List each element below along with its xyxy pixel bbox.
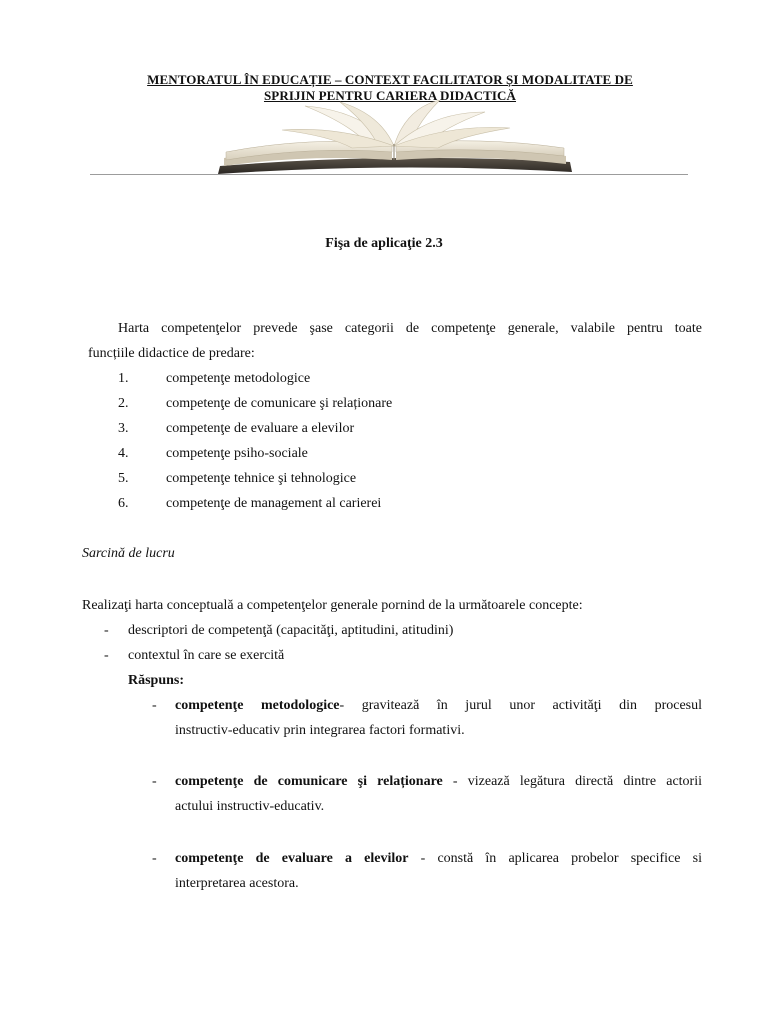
answer-item-line-1 bbox=[175, 697, 702, 715]
header-divider bbox=[90, 174, 688, 175]
bullet-dash: - bbox=[104, 623, 109, 638]
answer-item-line-1 bbox=[175, 773, 702, 791]
bullet-text: descriptori de competenţă (capacităţi, aptitudini, atitudini) bbox=[128, 623, 454, 638]
list-item-number: 4. bbox=[118, 446, 129, 461]
answer-item-line-1 bbox=[175, 850, 702, 868]
answer-item-line-2: actului instructiv-educativ. bbox=[175, 799, 325, 814]
answer-term: competenţe metodologice bbox=[175, 698, 340, 713]
header-title-line-2: SPRIJIN PENTRU CARIERA DIDACTICĂ bbox=[263, 88, 517, 103]
answer-text: - constă în aplicarea probelor specifice si bbox=[408, 851, 702, 866]
list-item-number: 1. bbox=[118, 371, 129, 386]
answer-item-line-2: interpretarea acestora. bbox=[175, 876, 299, 891]
answer-dash: - bbox=[152, 698, 157, 713]
answer-term: competenţe de comunicare şi relaționare bbox=[175, 774, 443, 789]
list-item-number: 6. bbox=[118, 496, 129, 511]
bullet-dash: - bbox=[104, 648, 109, 663]
sheet-title: Fişa de aplicaţie 2.3 bbox=[325, 236, 443, 251]
list-item-label: competenţe metodologice bbox=[166, 371, 311, 386]
list-item-label: competenţe tehnice şi tehnologice bbox=[166, 471, 357, 486]
open-book-illustration bbox=[210, 100, 580, 176]
task-heading: Sarcină de lucru bbox=[82, 546, 175, 561]
header-title-line-1: MENTORATUL ÎN EDUCAȚIE – CONTEXT FACILITATOR ȘI MODALITATE DE bbox=[147, 72, 633, 87]
answer-item-line-2: instructiv-educativ prin integrarea factori formativi. bbox=[175, 723, 465, 738]
answer-term: competenţe de evaluare a elevilor bbox=[175, 851, 409, 866]
list-item-number: 5. bbox=[118, 471, 129, 486]
answer-dash: - bbox=[152, 851, 157, 866]
answer-heading: Răspuns: bbox=[128, 673, 185, 688]
list-item-number: 3. bbox=[118, 421, 129, 436]
intro-line-1: Harta competenţelor prevede şase categorii de competenţe generale, valabile pentru toate bbox=[118, 321, 702, 336]
list-item-label: competenţe de comunicare şi relaționare bbox=[166, 396, 393, 411]
list-item-label: competenţe psiho-sociale bbox=[166, 446, 308, 461]
list-item-label: competenţe de evaluare a elevilor bbox=[166, 421, 355, 436]
list-item-number: 2. bbox=[118, 396, 129, 411]
list-item-label: competenţe de management al carierei bbox=[166, 496, 382, 511]
answer-text: - gravitează în jurul unor activităţi din procesul bbox=[339, 698, 702, 713]
bullet-text: contextul în care se exercită bbox=[128, 648, 285, 663]
intro-line-2: funcțiile didactice de predare: bbox=[88, 346, 255, 361]
answer-text: - vizează legătura directă dintre actorii bbox=[442, 774, 702, 789]
task-instruction: Realizaţi harta conceptuală a competenţelor generale pornind de la următoarele concepte: bbox=[82, 598, 583, 613]
answer-dash: - bbox=[152, 774, 157, 789]
